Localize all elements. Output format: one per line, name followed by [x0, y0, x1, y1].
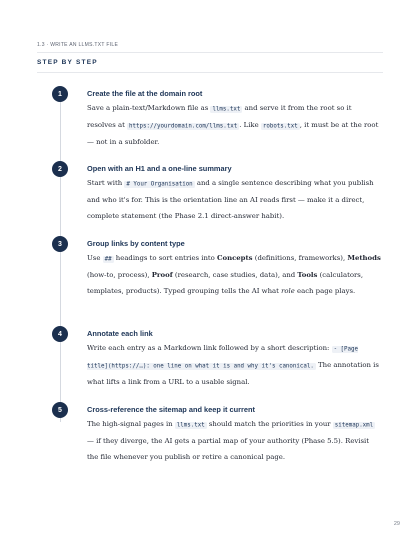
section-label: STEP BY STEP — [37, 59, 98, 66]
inline-code: llms.txt — [212, 106, 241, 112]
step-title: Open with an H1 and a one-line summary — [87, 164, 232, 173]
timeline-connector — [60, 90, 61, 422]
inline-code: - [Page title](https://…): one line on what it is and why it's canonical. — [87, 346, 359, 369]
step-title: Create the file at the domain root — [87, 89, 203, 98]
header-divider — [37, 52, 383, 53]
page-number: 29 — [393, 521, 400, 527]
inline-code: llms.txt — [176, 422, 205, 428]
section-divider — [37, 72, 383, 73]
step-description: Write each entry as a Markdown link followed by a short description: - [Page title](https://…): one line on what it is and why it's canonical. The annotation is what lifts a link from a URL to a usable signal. — [87, 344, 379, 386]
step-number-badge: 5 — [52, 402, 68, 418]
step-description: Use ## headings to sort entries into Concepts (definitions, frameworks), Methods (how-to, process), Proof (research, case studies, data), and Tools (calculators, templates, products). Typed grouping tells the AI what role each page plays. — [87, 254, 381, 295]
step-number-badge: 4 — [52, 326, 68, 342]
step-number-badge: 2 — [52, 161, 68, 177]
step-description: The high-signal pages in llms.txt should match the priorities in your sitemap.xml — if they diverge, the AI gets a partial map of your authority (Phase 5.5). Revisit the file whenever you publish or retire a canonical page. — [87, 420, 374, 461]
inline-code: sitemap.xml — [334, 422, 374, 428]
inline-code: robots.txt — [262, 123, 298, 129]
inline-code: https://yourdomain.com/llms.txt — [129, 123, 238, 129]
step-title: Cross-reference the sitemap and keep it current — [87, 405, 255, 414]
step-description: Save a plain-text/Markdown file as llms.txt and serve it from the root so it resolves at https://yourdomain.com/llms.txt . Like robots.txt , it must be at the root — not in a subfolder. — [87, 104, 379, 146]
running-head: 1.3 · WRITE AN LLMS.TXT FILE — [37, 42, 119, 48]
step-title: Group links by content type — [87, 239, 185, 248]
inline-code: # Your Organisation — [126, 181, 193, 187]
step-title: Annotate each link — [87, 329, 153, 338]
step-description: Start with # Your Organisation and a single sentence describing what you publish and who it's for. This is the orientation line an AI reads first — make it a direct, complete statement (the Phase 2.1 direct-answer habit). — [87, 179, 374, 220]
step-number-badge: 1 — [52, 86, 68, 102]
step-number-badge: 3 — [52, 236, 68, 252]
inline-code: ## — [104, 256, 112, 262]
